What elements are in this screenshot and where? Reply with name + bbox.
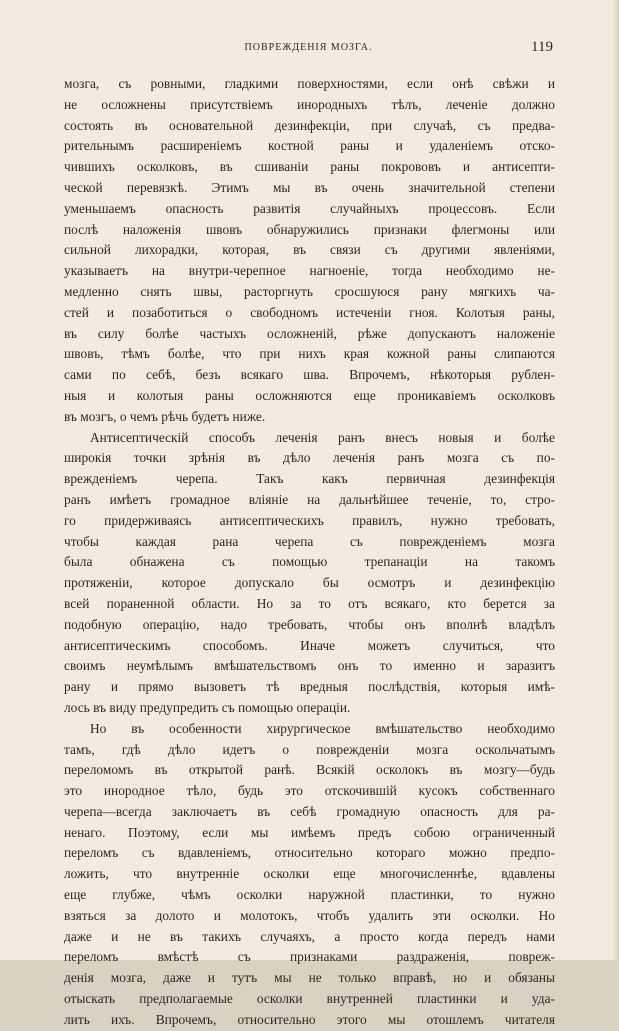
text-line: ненаго. Поэтому, если мы имѣемъ предъ собою ограниченный (64, 824, 555, 840)
running-head (64, 39, 553, 60)
text-line: указываетъ на внутри-черепное нагноеніе, тогда необходимо не- (64, 263, 555, 279)
running-title: ПОВРЕЖДЕНІЯ МОЗГА. (244, 42, 373, 53)
text-line: переломъ вмѣстѣ съ признаками раздраженія, повреж- (64, 949, 555, 965)
text-line: подобную операцію, надо требовать, чтобы онъ вполнѣ владѣлъ (64, 616, 555, 632)
text-line: состоять въ основательной дезинфекціи, при случаѣ, съ предва- (64, 117, 555, 133)
text-line: въ силу болѣе частыхъ осложненій, рѣже допускаютъ наложеніе (64, 325, 555, 341)
paragraph (64, 428, 555, 719)
page-number: 119 (531, 39, 553, 55)
paragraph (64, 74, 555, 428)
text-line: стей и позаботиться о свободномъ истеченіи гноя. Колотыя раны, (64, 304, 555, 320)
text-line: лить ихъ. Впрочемъ, относительно этого мы отошлемъ читателя (64, 1011, 555, 1027)
text-line: сами по себѣ, безъ всякаго шва. Впрочемъ, нѣкоторыя рублен- (64, 367, 555, 383)
text-line: денія мозга, даже и тутъ мы не только вправѣ, но и обязаны (64, 970, 555, 986)
text-line: ранъ имѣетъ громадное вліяніе на дальнѣйшее теченіе, то, стро- (64, 491, 555, 507)
text-line: швовъ, тѣмъ болѣе, что при нихъ края кожной раны слипаются (64, 346, 555, 362)
text-line: лось въ виду предупредить съ помощью операціи. (64, 699, 351, 715)
text-line: ложить, что внутренніе осколки еще многочисленнѣе, вдавлены (64, 866, 555, 882)
text-line: своимъ неумѣлымъ вмѣшательствомъ онъ то именно и заразитъ (64, 658, 555, 674)
text-line: чтобы каждая рана черепа съ поврежденіемъ мозга (64, 533, 555, 549)
text-line: взяться за долото и молотокъ, чтобъ удалить эти осколки. Но (64, 907, 555, 923)
text-line: го придерживаясь антисептическихъ правилъ, нужно требовать, (64, 512, 555, 528)
text-line: врежденіемъ черепа. Такъ какъ первичная дезинфекція (64, 471, 555, 487)
text-line: протяженіи, которое допускало бы осмотръ и дезинфекцію (64, 575, 555, 591)
text-line: послѣ наложенія швовъ обнаружились признаки флегмоны или (64, 221, 555, 237)
text-line: не осложнены присутствіемъ инородныхъ тѣлъ, леченіе должно (64, 96, 555, 112)
text-line: тамъ, гдѣ дѣло идетъ о поврежденіи мозга оскольчатымъ (64, 741, 555, 757)
text-line: Антисептическій способъ леченія ранъ внесъ новыя и болѣе (90, 429, 555, 445)
text-line: переломомъ въ открытой ранѣ. Всякій осколокъ въ мозгу—будь (64, 762, 555, 778)
text-line: даже и не въ такихъ случаяхъ, а просто когда передъ нами (64, 928, 555, 944)
text-line: черепа—всегда заключаетъ въ себѣ громадную опасность для ра- (64, 803, 555, 819)
text-line: рану и прямо вызоветъ тѣ вредныя послѣдствія, которыя имѣ- (64, 679, 555, 695)
text-line: чившихъ осколковъ, въ сшиваніи раны покрововъ и антисепти- (64, 159, 555, 175)
text-line: ныя и колотыя раны осложняются еще проникавіемъ осколковъ (64, 387, 555, 403)
text-line: медленно снять швы, расторгнуть сросшуюся рану мягкихъ ча- (64, 283, 555, 299)
text-line: переломъ съ вдавленіемъ, относительно котораго можно предпо- (64, 845, 555, 861)
paragraph (64, 719, 555, 1031)
page-edge-shadow (613, 0, 619, 960)
text-line: мозга, съ ровными, гладкими поверхностями, если онѣ свѣжи и (64, 76, 555, 91)
text-line: сильной лихорадки, которая, въ связи съ другими явленіями, (64, 242, 555, 258)
text-line: еще глубже, чѣмъ осколки наружной пластинки, то нужно (64, 887, 555, 903)
text-line: въ мозгъ, о чемъ рѣчь будетъ ниже. (64, 408, 266, 424)
text-line: это инородное тѣло, будь это отскочившій кусокъ собственнаго (64, 783, 555, 799)
text-line: антисептическимъ способомъ. Иначе можетъ случиться, что (64, 637, 555, 653)
body-text (64, 74, 555, 1031)
text-line: была обнажена съ помощью трепанаціи на такомъ (64, 554, 555, 570)
text-line: отыскать предполагаемые осколки внутренней пластинки и уда- (64, 991, 555, 1007)
text-line: широкія точки зрѣнія въ дѣло леченія ранъ мозга съ по- (64, 450, 555, 466)
text-line: уменьшаемъ опасность развитія случайныхъ процессовъ. Если (64, 200, 555, 216)
text-line: всей пораненной области. Но за то отъ всякаго, кто берется за (64, 595, 555, 611)
text-line: Но въ особенности хирургическое вмѣшательство необходимо (90, 720, 555, 736)
text-line: рительнымъ расширеніемъ костной раны и удаленіемъ отско- (64, 138, 555, 154)
text-line: ческой перевязкѣ. Этимъ мы въ очень значительной степени (64, 179, 555, 195)
